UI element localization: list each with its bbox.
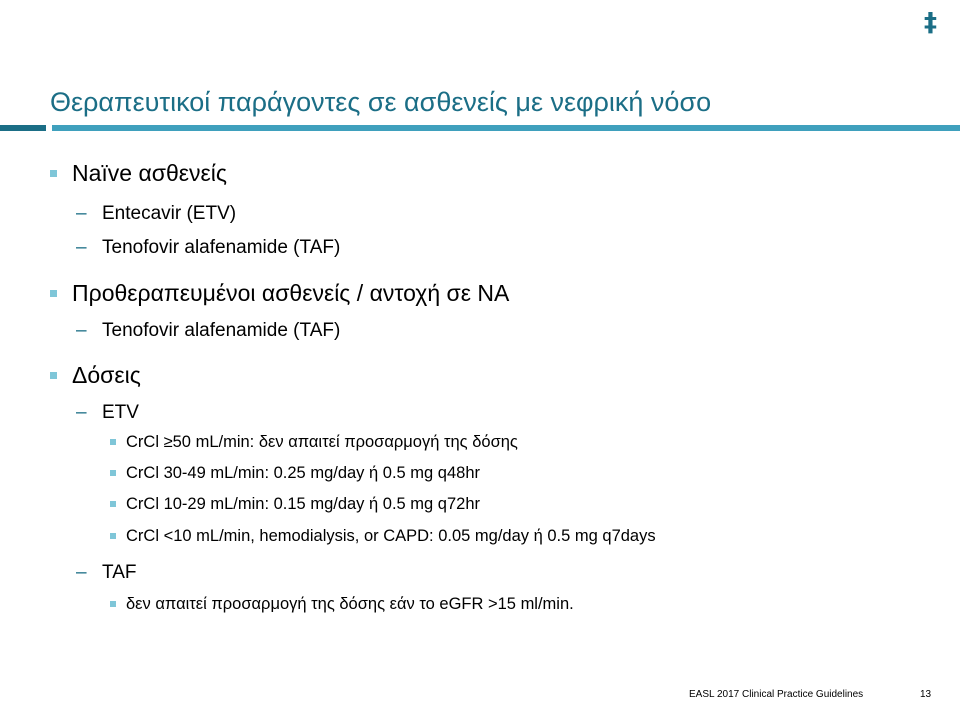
bullet-text: Naïve ασθενείς [72, 160, 227, 186]
sub-sub-bullet-text: CrCl ≥50 mL/min: δεν απαιτεί προσαρμογή της δόσης [126, 433, 518, 451]
bullet-item [72, 162, 227, 185]
bullet-text: Δόσεις [72, 362, 141, 388]
sub-bullet-item [76, 237, 341, 258]
bullet-text: Προθεραπευμένοι ασθενείς / αντοχή σε NA [72, 280, 510, 306]
sub-bullet-text: Tenofovir alafenamide (TAF) [102, 320, 341, 341]
sub-sub-bullet-item [126, 596, 574, 613]
bullet-square-icon [110, 470, 116, 476]
sub-sub-bullet-text: δεν απαιτεί προσαρμογή της δόσης εάν το eGFR >15 ml/min. [126, 595, 574, 613]
bullet-square-icon [110, 533, 116, 539]
slide-title: Θεραπευτικοί παράγοντες σε ασθενείς με νεφρική νόσο [50, 87, 712, 117]
dash-icon: – [76, 237, 87, 258]
bullet-item [72, 282, 509, 305]
dash-icon: – [76, 320, 87, 341]
sub-sub-bullet-item [126, 528, 656, 545]
sub-bullet-text: Entecavir (ETV) [102, 203, 237, 224]
sub-bullet-text: ETV [102, 402, 139, 423]
sub-bullet-item [76, 402, 139, 423]
bullet-square-icon [50, 290, 57, 297]
sub-sub-bullet-item [126, 496, 480, 513]
sub-sub-bullet-text: CrCl <10 mL/min, hemodialysis, or CAPD: 0.05 mg/day ή 0.5 mg q7days [126, 527, 656, 545]
sub-sub-bullet-item [126, 465, 480, 482]
sub-sub-bullet-item [126, 434, 518, 451]
bullet-square-icon [110, 601, 116, 607]
dash-icon: – [76, 562, 87, 583]
dash-icon: – [76, 402, 87, 423]
sub-bullet-item [76, 562, 137, 583]
sub-bullet-item [76, 203, 237, 224]
sub-sub-bullet-text: CrCl 10-29 mL/min: 0.15 mg/day ή 0.5 mg q72hr [126, 495, 481, 513]
page-number: 13 [920, 689, 932, 700]
double-dagger-icon: ‡ [924, 8, 937, 38]
bullet-item [72, 364, 141, 387]
bullet-square-icon [50, 372, 57, 379]
bullet-square-icon [110, 501, 116, 507]
bullet-square-icon [50, 170, 57, 177]
bullet-square-icon [110, 439, 116, 445]
sub-bullet-text: TAF [102, 562, 137, 583]
sub-bullet-text: Tenofovir alafenamide (TAF) [102, 237, 341, 258]
footer-source: EASL 2017 Clinical Practice Guidelines [689, 689, 864, 700]
dash-icon: – [76, 203, 87, 224]
sub-sub-bullet-text: CrCl 30-49 mL/min: 0.25 mg/day ή 0.5 mg q48hr [126, 464, 481, 482]
sub-bullet-item [76, 320, 341, 341]
